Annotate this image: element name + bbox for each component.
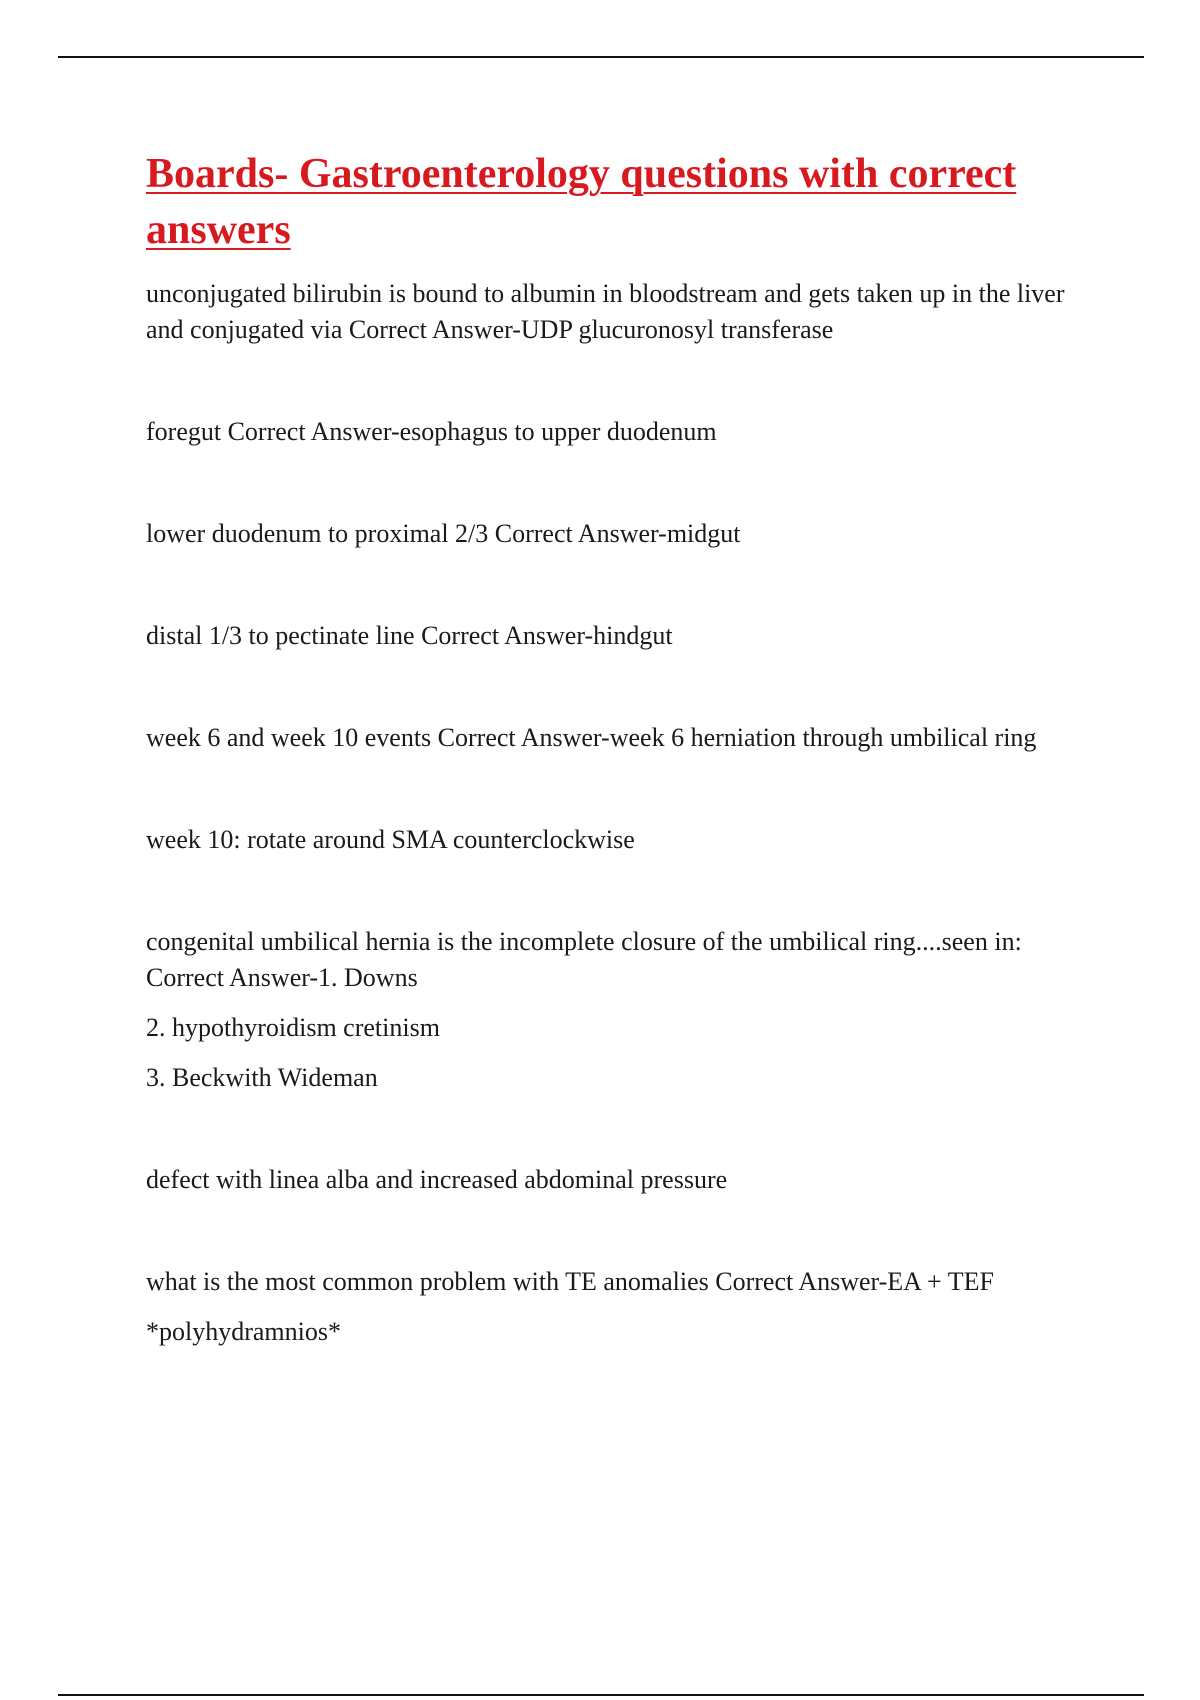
- qa-te-anomalies: what is the most common problem with TE anomalies Correct Answer-EA + TEF: [146, 1267, 994, 1296]
- document-title: Boards- Gastroenterology questions with correct answers: [146, 151, 1017, 253]
- bottom-rule: [58, 1694, 1144, 1696]
- qa-polyhydramnios: *polyhydramnios*: [146, 1317, 341, 1346]
- qa-week-10: week 10: rotate around SMA counterclockwise: [146, 825, 635, 854]
- qa-week-events: week 6 and week 10 events Correct Answer-week 6 herniation through umbilical ring: [146, 723, 1037, 752]
- qa-linea-alba: defect with linea alba and increased abdominal pressure: [146, 1165, 728, 1194]
- qa-midgut: lower duodenum to proximal 2/3 Correct Answer-midgut: [146, 519, 741, 548]
- qa-umbilical-hernia-item-2: 2. hypothyroidism cretinism: [146, 1013, 440, 1042]
- qa-hindgut: distal 1/3 to pectinate line Correct Answer-hindgut: [146, 621, 673, 650]
- top-rule: [58, 56, 1144, 58]
- qa-umbilical-hernia-item-3: 3. Beckwith Wideman: [146, 1063, 378, 1092]
- qa-umbilical-hernia: congenital umbilical hernia is the incomplete closure of the umbilical ring....seen in: Correct Answer-1. Downs: [146, 927, 1022, 992]
- document-body: [146, 146, 1086, 1350]
- qa-bilirubin: unconjugated bilirubin is bound to albumin in bloodstream and gets taken up in the liver and conjugated via Correct Answer-UDP glucuronosyl transferase: [146, 279, 1065, 344]
- qa-foregut: foregut Correct Answer-esophagus to upper duodenum: [146, 417, 717, 446]
